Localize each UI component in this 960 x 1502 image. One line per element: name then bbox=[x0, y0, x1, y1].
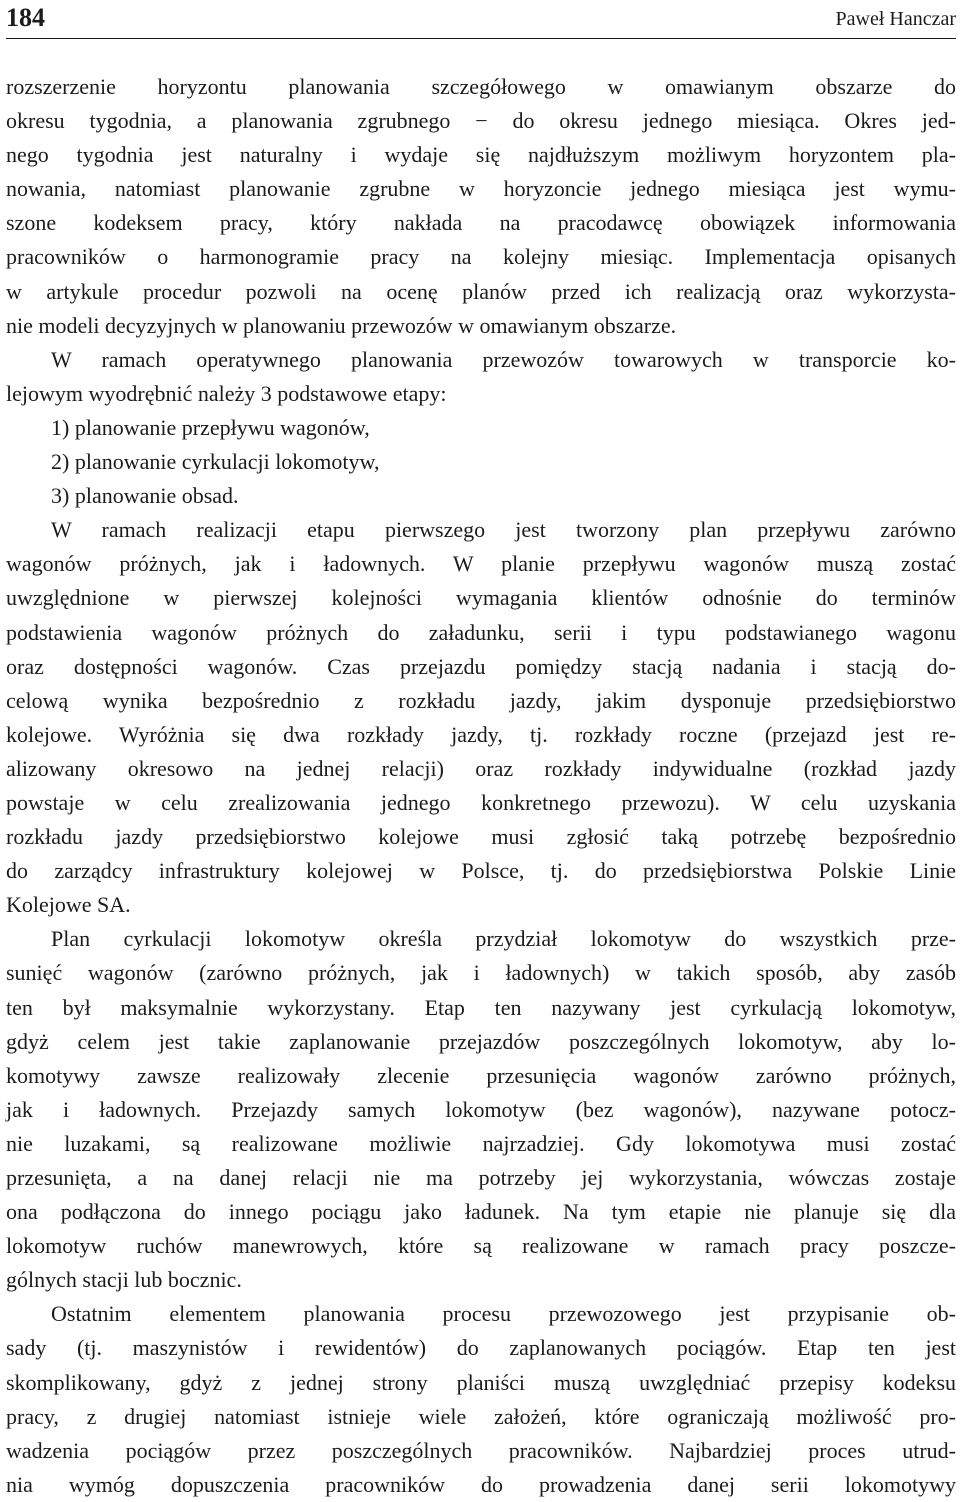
text-line: do zarządcy infrastruktury kolejowej w Polsce, tj. do przedsiębiorstwa Polskie Linie bbox=[6, 858, 956, 884]
text-line: nowania, natomiast planowanie zgrubne w horyzoncie jednego miesiąca jest wymu- bbox=[6, 176, 956, 202]
text-line: pracowników o harmonogramie pracy na kolejny miesiąc. Implementacja opisanych bbox=[6, 244, 956, 270]
text-line: nego tygodnia jest naturalny i wydaje się najdłuższym możliwym horyzontem pla- bbox=[6, 142, 956, 168]
text-line: szone kodeksem pracy, który nakłada na pracodawcę obowiązek informowania bbox=[6, 210, 956, 236]
text-line: skomplikowany, gdyż z jednej strony planiści muszą uwzględniać przepisy kodeksu bbox=[6, 1369, 956, 1395]
text-line: nia wymóg dopuszczenia pracowników do prowadzenia danej serii lokomotywy bbox=[6, 1471, 956, 1497]
text-line: oraz dostępności wagonów. Czas przejazdu pomiędzy stacją nadania i stacją do- bbox=[6, 653, 956, 679]
text-line: w artykule procedur pozwoli na ocenę planów przed ich realizacją oraz wykorzysta- bbox=[6, 278, 956, 304]
text-line: Kolejowe SA. bbox=[6, 892, 131, 918]
text-line: alizowany okresowo na jednej relacji) oraz rozkłady indywidualne (rozkład jazdy bbox=[6, 755, 956, 781]
text-line: gdyż celem jest takie zaplanowanie przejazdów poszczególnych lokomotyw, aby lo- bbox=[6, 1028, 956, 1054]
text-line: celową wynika bezpośrednio z rozkładu jazdy, jakim dysponuje przedsiębiorstwo bbox=[6, 687, 956, 713]
text-line: rozkładu jazdy przedsiębiorstwo kolejowe musi zgłosić taką potrzebę bezpośrednio bbox=[6, 824, 956, 850]
text-line: nie modeli decyzyjnych w planowaniu przewozów w omawianym obszarze. bbox=[6, 312, 677, 338]
paragraph-first-line: Ostatnim elementem planowania procesu przewozowego jest przypisanie ob- bbox=[51, 1301, 956, 1327]
paragraph-first-line: W ramach operatywnego planowania przewozów towarowych w transporcie ko- bbox=[51, 346, 956, 372]
text-line: ona podłączona do innego pociągu jako ładunek. Na tym etapie nie planuje się dla bbox=[6, 1199, 956, 1225]
list-item: 3) planowanie obsad. bbox=[51, 483, 239, 509]
text-line: gólnych stacji lub bocznic. bbox=[6, 1267, 242, 1293]
text-line: lokomotyw ruchów manewrowych, które są realizowane w ramach pracy poszcze- bbox=[6, 1233, 956, 1259]
page-number: 184 bbox=[6, 3, 45, 32]
text-line: sady (tj. maszynistów i rewidentów) do zaplanowanych pociągów. Etap ten jest bbox=[6, 1335, 956, 1361]
text-line: przesunięta, a na danej relacji nie ma potrzeby jej wykorzystania, wówczas zostaje bbox=[6, 1165, 956, 1190]
text-line: podstawienia wagonów próżnych do załadunku, serii i typu podstawianego wagonu bbox=[6, 619, 956, 645]
text-line: kolejowe. Wyróżnia się dwa rozkłady jazdy, tj. rozkłady roczne (przejazd jest re- bbox=[6, 721, 956, 747]
text-line: lejowym wyodrębnić należy 3 podstawowe etapy: bbox=[6, 380, 447, 406]
list-item: 2) planowanie cyrkulacji lokomotyw, bbox=[51, 449, 380, 475]
text-line: wagonów próżnych, jak i ładownych. W planie przepływu wagonów muszą zostać bbox=[6, 551, 956, 577]
text-line: nie luzakami, są realizowane możliwie najrzadziej. Gdy lokomotywa musi zostać bbox=[6, 1130, 956, 1156]
text-line: jak i ładownych. Przejazdy samych lokomotyw (bez wagonów), nazywane potocz- bbox=[6, 1096, 956, 1122]
author-name: Paweł Hanczar bbox=[835, 8, 956, 30]
text-line: ten był maksymalnie wykorzystany. Etap ten nazywany jest cyrkulacją lokomotyw, bbox=[6, 994, 956, 1020]
text-line: pracy, z drugiej natomiast istnieje wiele założeń, które ograniczają możliwość pro- bbox=[6, 1403, 956, 1429]
running-header bbox=[6, 0, 956, 39]
text-line: wadzenia pociągów przez poszczególnych pracowników. Najbardziej proces utrud- bbox=[6, 1437, 956, 1463]
text-line: komotywy zawsze realizowały zlecenie przesunięcia wagonów zarówno próżnych, bbox=[6, 1062, 956, 1088]
text-line: uwzględnione w pierwszej kolejności wymagania klientów odnośnie do terminów bbox=[6, 585, 956, 611]
paragraph-first-line: W ramach realizacji etapu pierwszego jest tworzony plan przepływu zarówno bbox=[51, 517, 956, 543]
text-line: powstaje w celu zrealizowania jednego konkretnego przewozu). W celu uzyskania bbox=[6, 789, 956, 815]
list-item: 1) planowanie przepływu wagonów, bbox=[51, 414, 370, 440]
body-text bbox=[6, 70, 956, 1502]
text-line: rozszerzenie horyzontu planowania szczegółowego w omawianym obszarze do bbox=[6, 74, 956, 99]
text-line: sunięć wagonów (zarówno próżnych, jak i ładownych) w takich sposób, aby zasób bbox=[6, 960, 956, 986]
paragraph-first-line: Plan cyrkulacji lokomotyw określa przydział lokomotyw do wszystkich prze- bbox=[51, 926, 956, 952]
text-line: okresu tygodnia, a planowania zgrubnego − do okresu jednego miesiąca. Okres jed- bbox=[6, 108, 956, 134]
